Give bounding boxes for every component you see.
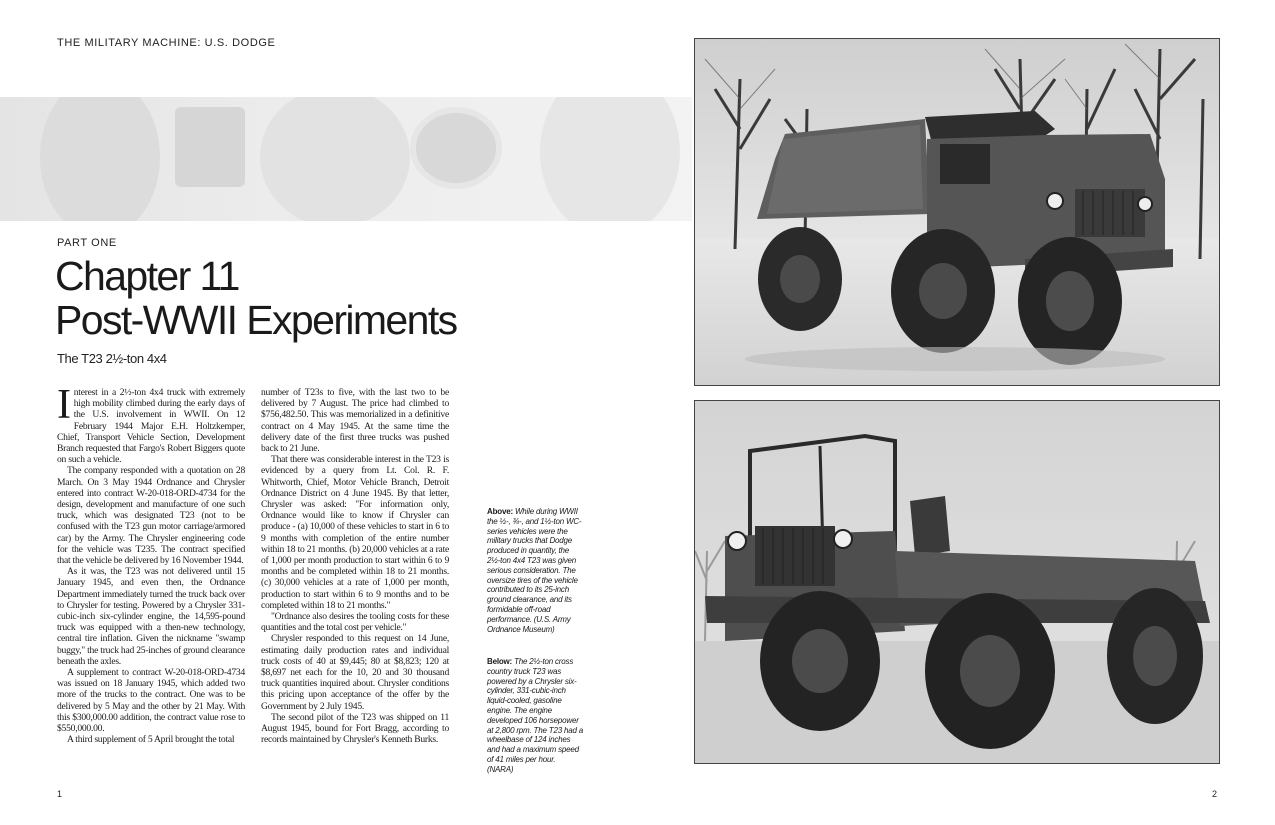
- chapter-title-line2: Post-WWII Experiments: [55, 297, 457, 343]
- paragraph: The second pilot of the T23 was shipped on 11 August 1945, bound for Fort Bragg, according to records maintained by Chrysler's Kenneth Burks.: [261, 711, 449, 746]
- page-number-right: 2: [1212, 789, 1218, 799]
- caption-below-text: The 2½-ton cross country truck T23 was powered by a Chrysler six-cylinder, 331-cubic-inch liquid-cooled, gasoline engine. The engine developed 106 horsepower at 2,800 rpm. The T23 had a wheelbase of 124 inches and had a maximum speed of 41 miles per hour. (NARA): [487, 657, 583, 774]
- paragraph: That there was considerable interest in the T23 is evidenced by a query from Lt. Col. R. F. Whitworth, Chief, Motor Vehicle Branch, Detroit Ordnance District on 4 June 1945. By that letter, Chrysler was asked: "For information only, Ordnance would like to know if Chrysler can produce - (a) 10,000 of these vehicles to start in 6 to 9 months with completion of the entire number within 18 to 21 months. (b) 20,000 vehicles at a rate of 1,000 per month production to start within 6 to 9 months and be completed within 18 to 21 months. (c) 30,000 vehicles at a rate of 1,000 per month, production to start within 6 to 9 months and to be completed within 18 to 21 months.": [261, 454, 449, 611]
- caption-below: [487, 657, 583, 775]
- chapter-subtitle: The T23 2½-ton 4x4: [57, 351, 167, 366]
- drop-cap: I: [57, 382, 71, 428]
- paragraph: "Ordnance also desires the tooling costs for these quantities and the total cost per vehicle.": [261, 611, 449, 634]
- paragraph: A third supplement of 5 April brought the total: [67, 734, 235, 746]
- paragraph: Chrysler responded to this request on 14 June, estimating daily production rates and individual truck costs of 40 at $9,445; 80 at $8,823; 120 at $8,697 net each for the 10, 20 and 30 thousand truck quantities inquired about. Chrysler conditions this pricing upon acceptance of the offer by the Government by 2 July 1945.: [261, 633, 449, 712]
- caption-above: [487, 507, 583, 634]
- caption-below-label: Below:: [487, 657, 513, 666]
- body-column-2: [261, 387, 449, 746]
- part-label: PART ONE: [57, 237, 117, 249]
- chapter-title: [55, 254, 457, 342]
- page-number-left: 1: [57, 789, 63, 799]
- chapter-title-line1: Chapter 11: [55, 253, 239, 299]
- paragraph: A supplement to contract W-20-018-ORD-4734 was issued on 18 January 1945, which added two more of the trucks to the contract. One was to be delivered by 5 May and the other by 21 May. With this $300,000.00 addition, the contract value rose to $550,000.00.: [57, 667, 245, 735]
- banner-image: [0, 97, 692, 221]
- body-column-1: [57, 382, 245, 746]
- paragraph: As it was, the T23 was not delivered until 15 January 1945, and even then, the Ordnance Department immediately turned the truck back over to Chrysler for testing. Powered by a Chrysler 331-cubic-inch six-cylinder engine, the 14,595-pound truck was equipped with a then-new technology, central tire inflation. Given the nickname "swamp buggy," the truck had 25-inches of ground clearance beneath the axles.: [57, 566, 245, 667]
- photo-t23-open-cab: [694, 400, 1220, 764]
- running-head: THE MILITARY MACHINE: U.S. DODGE: [57, 37, 276, 49]
- paragraph: Interest in a 2½-ton 4x4 truck with extremely high mobility climbed during the early days of the U.S. involvement in WWII. On 12 February 1944 Major E.H. Holtzkemper, Chief, Transport Vehicle Section, Development Branch requested that Fargo's Robert Biggers quote on such a vehicle.: [57, 382, 245, 466]
- paragraph: The company responded with a quotation on 28 March. On 3 May 1944 Ordnance and Chrysler entered into contract W-20-018-ORD-4734 for the design, development and manufacture of one such truck, which was designated T23 (not to be confused with the T23 gun motor carriage/armored car) by the Army. The Chrysler engineering code for the vehicle was T235. The contract specified that the vehicle be delivered by 16 November 1944.: [57, 465, 245, 567]
- caption-above-text: While during WWII the ½-, ¾-, and 1½-ton WC-series vehicles were the military trucks that Dodge produced in quantity, the 2½-ton 4x4 T23 was given serious consideration. The oversize tires of the vehicle contributed to its 25-inch ground clearance, and its formidable off-road performance. (U.S. Army Ordnance Museum): [487, 507, 582, 634]
- paragraph: number of T23s to five, with the last two to be delivered by 7 August. The price had climbed to $756,482.50. This was memorialized in a definitive contract on 4 May 1945. At the same time the delivery date of the first three trucks was pushed back to 21 June.: [261, 387, 449, 455]
- photo-t23-covered-truck: [694, 38, 1220, 386]
- caption-above-label: Above:: [487, 507, 513, 516]
